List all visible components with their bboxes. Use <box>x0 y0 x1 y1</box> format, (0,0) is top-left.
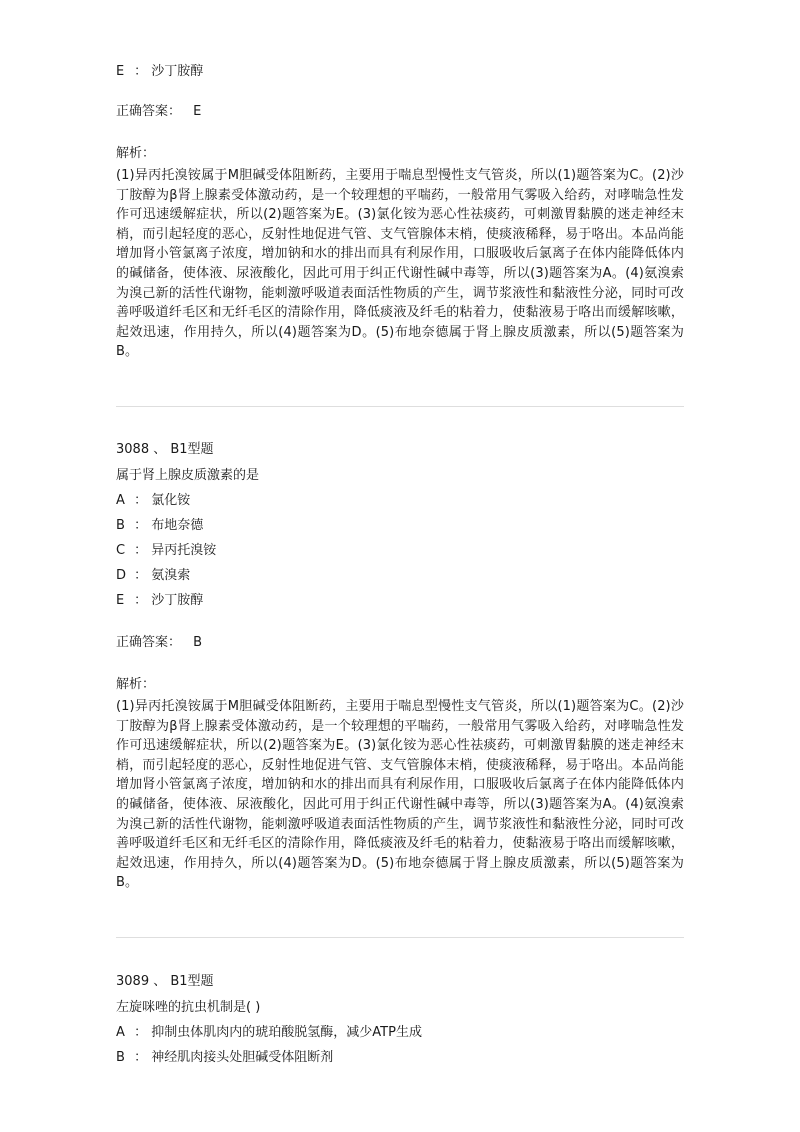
correct-answer <box>116 102 201 122</box>
analysis-label: 解析： <box>116 677 156 692</box>
option-letter: B <box>116 1050 125 1065</box>
option-c <box>116 541 216 561</box>
analysis-text: (1)异丙托溴铵属于M胆碱受体阻断药，主要用于喘息型慢性支气管炎，所以(1)题答案为C。(2)沙丁胺醇为β肾上腺素受体激动药，是一个较理想的平喘药，一般常用气雾吸入给药，对哮喘急性发作可迅速缓解症状，所以(2)题答案为E。(3)氯化铵为恶心性祛痰药，可刺激胃黏膜的迷走神经末梢，而引起轻度的恶心，反射性地促进气管、支气管腺体末梢，使痰液稀释，易于咯出。本品尚能增加肾小管氯离子浓度，增加钠和水的排出而具有利尿作用，口服吸收后氯离子在体内能降低体内的碱储备，使体液、尿液酸化，因此可用于纠正代谢性碱中毒等，所以(3)题答案为A。(4)氨溴索为溴己新的活性代谢物，能刺激呼吸道表面活性物质的产生，调节浆液性和黏液性分泌，同时可改善呼吸道纤毛区和无纤毛区的清除作用，降低痰液及纤毛的粘着力，使黏液易于咯出而缓解咳嗽，起效迅速，作用持久，所以(4)题答案为D。(5)布地奈德属于肾上腺皮质激素，所以(5)题答案为B。 <box>116 168 684 360</box>
option-b <box>116 516 203 536</box>
correct-answer <box>116 633 202 653</box>
option-sep: ： <box>134 568 148 583</box>
option-letter: E <box>116 64 125 79</box>
answer-label: 正确答案： <box>116 635 182 650</box>
answer-value: E <box>193 104 202 119</box>
divider <box>116 406 684 407</box>
answer-label: 正确答案： <box>116 104 182 119</box>
option-e <box>116 591 203 611</box>
question-stem: 左旋咪唑的抗虫机制是( ) <box>116 1000 261 1015</box>
question-header: 3089 、 B1型题 <box>116 974 214 989</box>
option-a <box>116 1023 422 1043</box>
option-text: 沙丁胺醇 <box>151 64 204 79</box>
option-text: 异丙托溴铵 <box>151 543 217 558</box>
option-a <box>116 491 190 511</box>
analysis-label: 解析： <box>116 146 156 161</box>
divider <box>116 937 684 938</box>
option-letter: D <box>116 568 127 583</box>
analysis-text: (1)异丙托溴铵属于M胆碱受体阻断药，主要用于喘息型慢性支气管炎，所以(1)题答案为C。(2)沙丁胺醇为β肾上腺素受体激动药，是一个较理想的平喘药，一般常用气雾吸入给药，对哮喘急性发作可迅速缓解症状，所以(2)题答案为E。(3)氯化铵为恶心性祛痰药，可刺激胃黏膜的迷走神经末梢，而引起轻度的恶心，反射性地促进气管、支气管腺体末梢，使痰液稀释，易于咯出。本品尚能增加肾小管氯离子浓度，增加钠和水的排出而具有利尿作用，口服吸收后氯离子在体内能降低体内的碱储备，使体液、尿液酸化，因此可用于纠正代谢性碱中毒等，所以(3)题答案为A。(4)氨溴索为溴己新的活性代谢物，能刺激呼吸道表面活性物质的产生，调节浆液性和黏液性分泌，同时可改善呼吸道纤毛区和无纤毛区的清除作用，降低痰液及纤毛的粘着力，使黏液易于咯出而缓解咳嗽，起效迅速，作用持久，所以(4)题答案为D。(5)布地奈德属于肾上腺皮质激素，所以(5)题答案为B。 <box>116 699 684 891</box>
option-text: 布地奈德 <box>151 518 204 533</box>
option-text: 抑制虫体肌肉内的琥珀酸脱氢酶，减少ATP生成 <box>151 1025 422 1040</box>
option-sep: ： <box>134 493 148 508</box>
option-e <box>116 62 203 82</box>
option-sep: ： <box>134 1050 148 1065</box>
option-sep: ： <box>134 543 148 558</box>
question-header: 3088 、 B1型题 <box>116 442 214 457</box>
option-text: 沙丁胺醇 <box>151 593 204 608</box>
option-d <box>116 566 190 586</box>
option-letter: B <box>116 518 125 533</box>
answer-value: B <box>193 635 203 650</box>
option-sep: ： <box>134 593 148 608</box>
option-b <box>116 1048 333 1068</box>
option-sep: ： <box>134 1025 148 1040</box>
option-letter: E <box>116 593 125 608</box>
question-stem: 属于肾上腺皮质激素的是 <box>116 468 260 483</box>
option-sep: ： <box>134 64 148 79</box>
option-letter: A <box>116 493 125 508</box>
option-text: 神经肌肉接头处胆碱受体阻断剂 <box>151 1050 334 1065</box>
option-sep: ： <box>134 518 148 533</box>
option-text: 氯化铵 <box>151 493 191 508</box>
option-letter: C <box>116 543 126 558</box>
option-letter: A <box>116 1025 125 1040</box>
option-text: 氨溴索 <box>151 568 191 583</box>
